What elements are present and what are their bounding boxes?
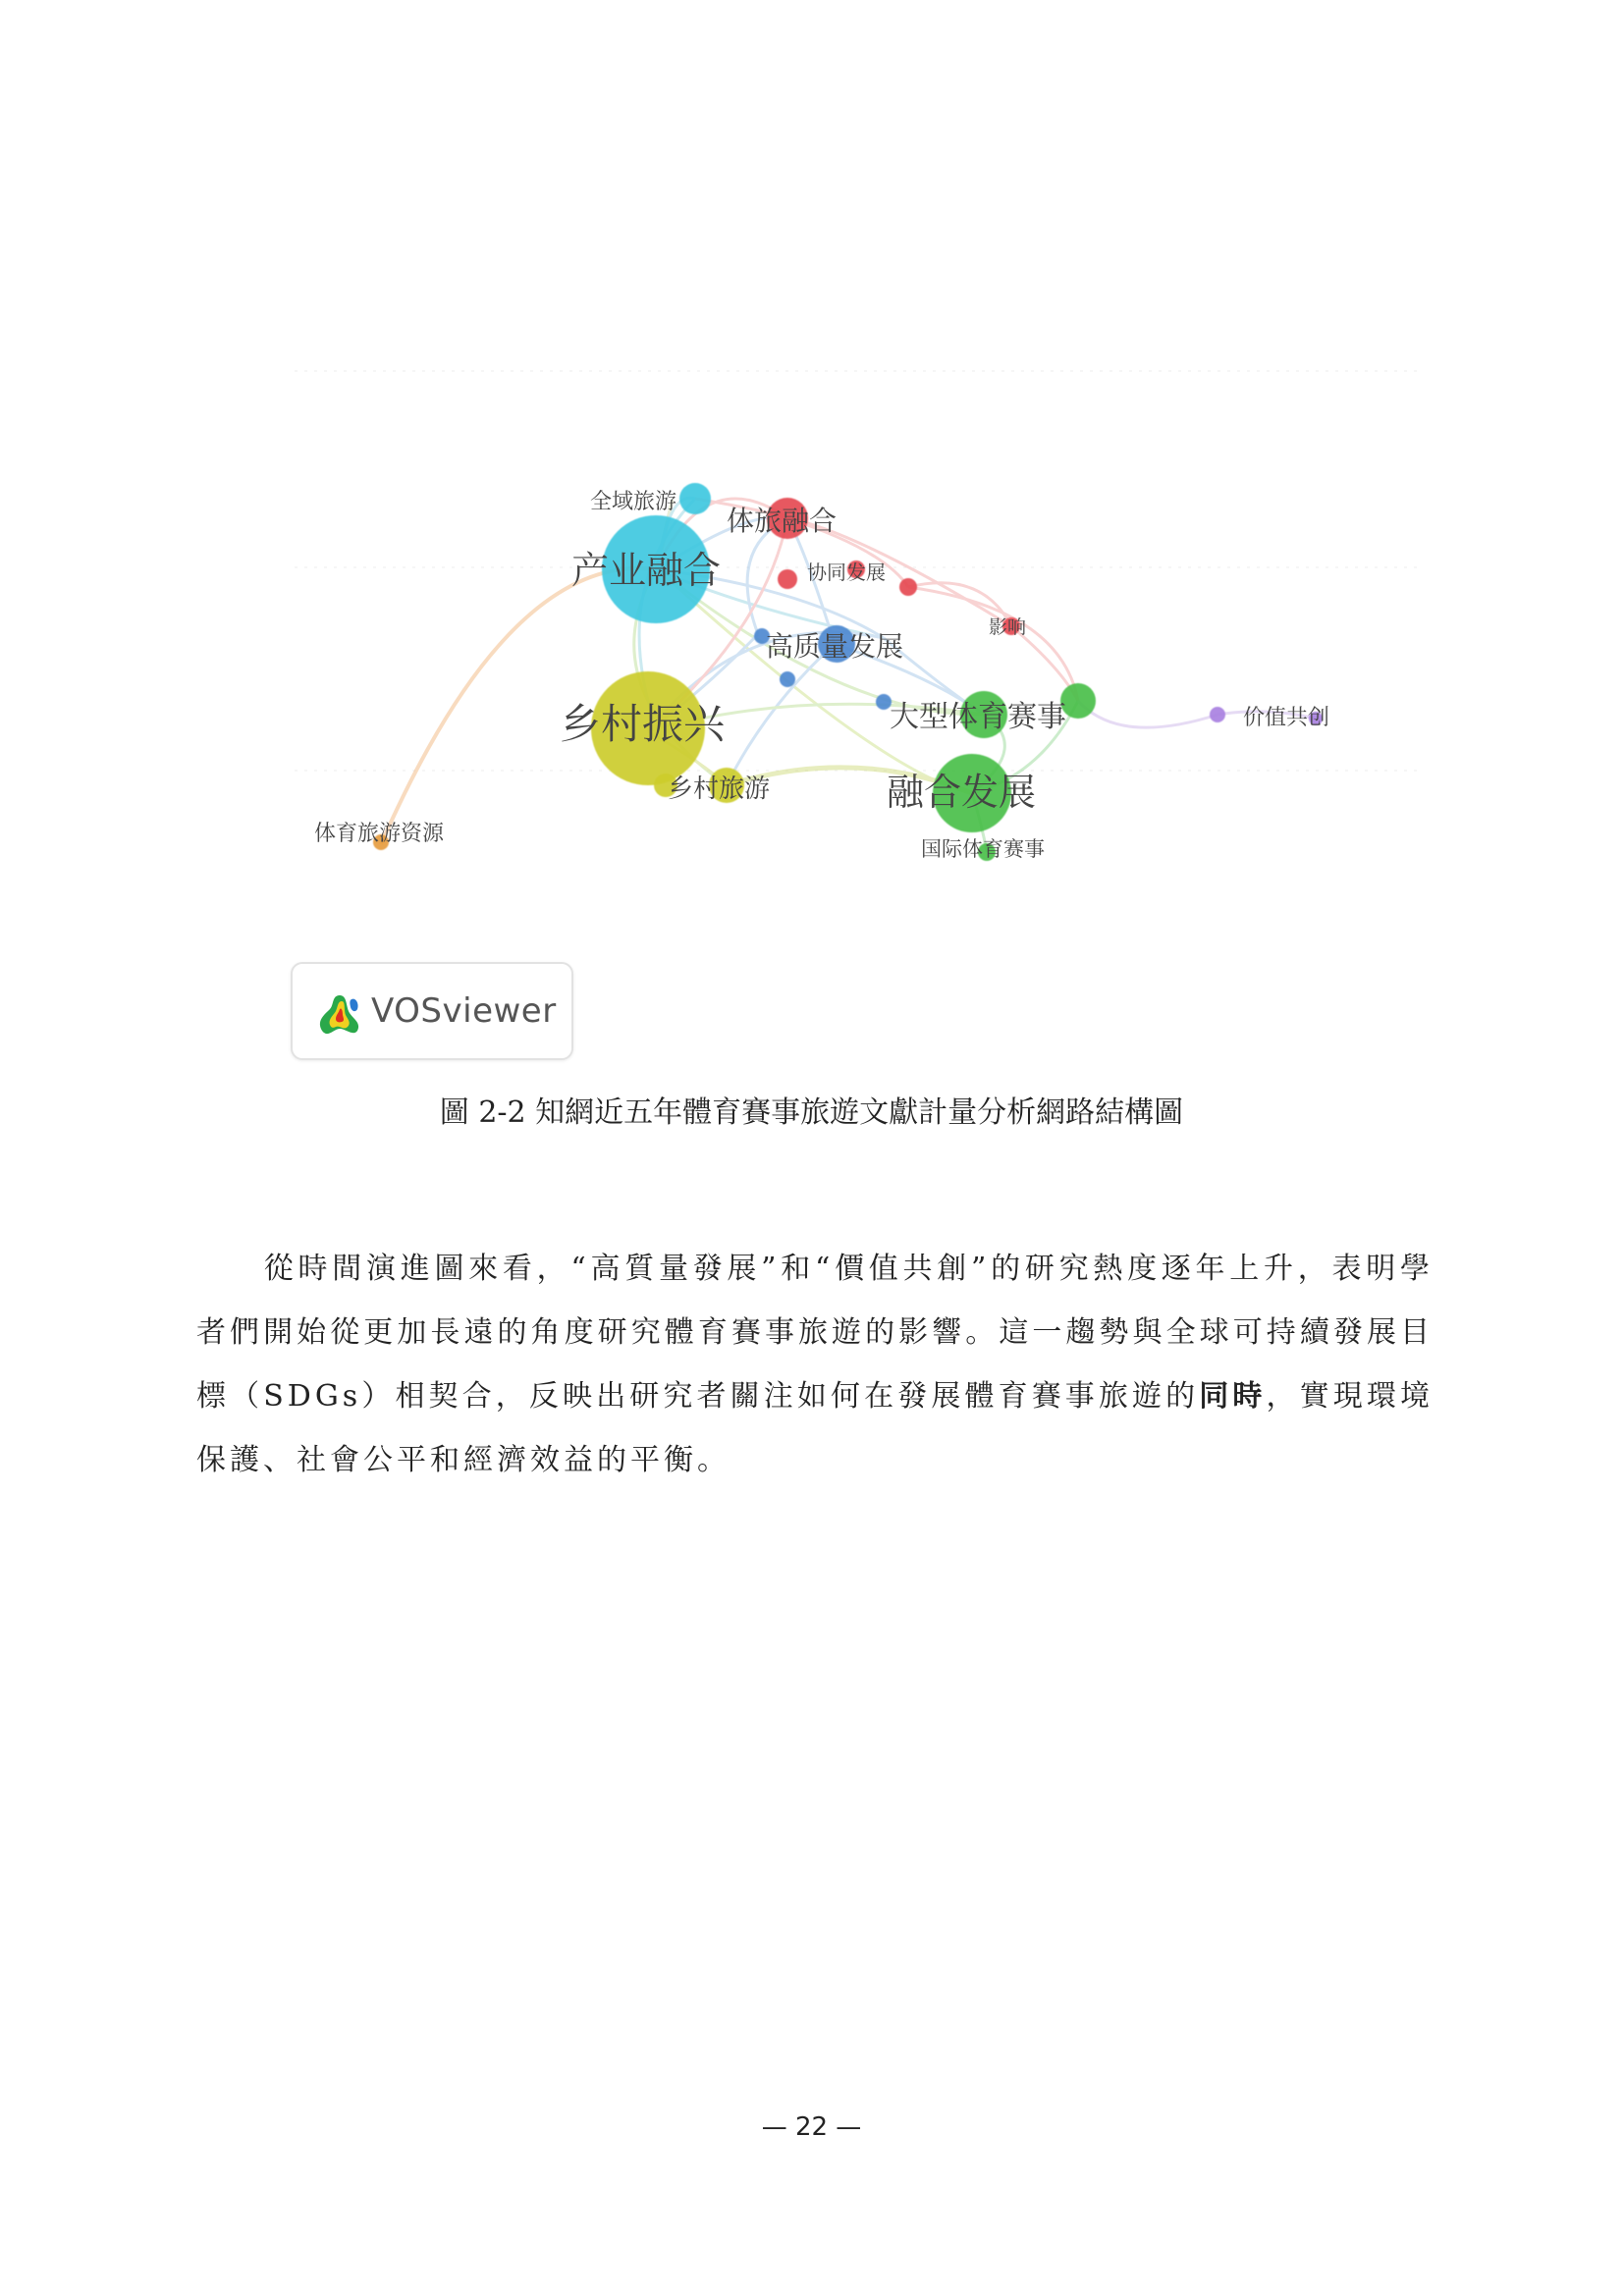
node-jiazhi — [1210, 707, 1225, 722]
label-chanye: 产业融合 — [571, 549, 722, 592]
label-daxing: 大型体育赛事 — [890, 700, 1066, 734]
logo-text: VOSviewer — [371, 991, 557, 1031]
page-number: — 22 — — [761, 2112, 862, 2142]
label-xiangcunlv: 乡村旅游 — [668, 774, 771, 804]
paragraph-bold-text: 同時 — [1199, 1379, 1267, 1414]
label-ronghe: 融合发展 — [887, 771, 1037, 814]
vosviewer-logo — [291, 962, 573, 1060]
label-jiazhi: 价值共创 — [1243, 706, 1330, 730]
label-tiyulv: 体育旅游资源 — [314, 822, 445, 846]
label-gaozhi: 高质量发展 — [766, 630, 904, 663]
node-red-small — [778, 569, 797, 589]
label-quanyu: 全域旅游 — [590, 490, 677, 514]
figure-caption: 圖 2-2 知網近五年體育賽事旅遊文獻計量分析網路結構圖 — [439, 1095, 1184, 1130]
label-tilv: 体旅融合 — [727, 505, 838, 537]
label-xiangcun: 乡村振兴 — [560, 700, 726, 748]
network-links — [381, 498, 1316, 852]
node-blue-small-2 — [780, 671, 795, 687]
vosviewer-logo-icon — [312, 986, 367, 1041]
node-quanyu — [679, 483, 711, 514]
label-guoji: 国际体育赛事 — [921, 837, 1045, 861]
network-nodes — [373, 483, 1323, 861]
paragraph-text-1: 從時間演進圖來看，“高質量發展”和“價值共創”的研究熱度逐年上升，表明學者們開始從更加長遠的角度研究體育賽事旅遊的影響。這一趨勢與全球可持續發展目標（SDGs）相契合，反映出研究者關注如何在發展體育賽事旅遊的 — [196, 1252, 1434, 1414]
label-yingxiang: 影响 — [989, 616, 1027, 638]
paragraph-text-2: ，實現環境保護、社會公平和經濟效益的平衡。 — [196, 1379, 1434, 1477]
keyword-network-graph — [0, 0, 1623, 942]
label-xietong: 协同发展 — [807, 561, 886, 584]
body-paragraph — [196, 1237, 1434, 1492]
node-red-small-2 — [899, 578, 917, 596]
